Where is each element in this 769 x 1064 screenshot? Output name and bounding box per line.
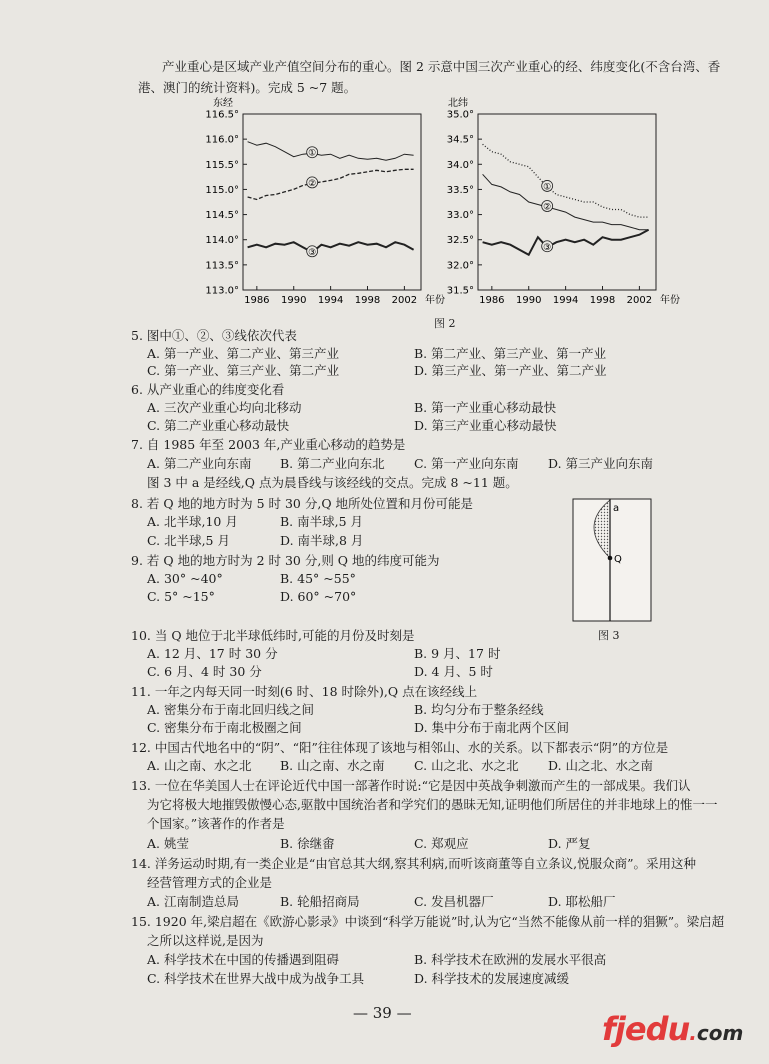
y-tick-label: 115.5°: [205, 159, 239, 171]
figure-3-diagram: [570, 496, 656, 626]
point-q-marker: [608, 556, 613, 561]
x-axis-label: 年份: [660, 295, 680, 306]
q11-option-c[interactable]: C. 密集分布于南北极圈之间: [147, 720, 302, 735]
q9-option-d[interactable]: D. 60° ~70°: [280, 589, 357, 604]
q5-option-b[interactable]: B. 第二产业、第三产业、第一产业: [414, 346, 607, 361]
q13-option-c[interactable]: C. 郑观应: [414, 836, 469, 851]
q9-option-b[interactable]: B. 45° ~55°: [280, 571, 356, 586]
q7-stem: 7. 自 1985 年至 2003 年,产业重心移动的趋势是: [131, 437, 406, 452]
figure-3-frame: [573, 499, 651, 621]
y-tick-label: 34.5°: [446, 134, 474, 146]
x-tick-label: 1998: [354, 295, 381, 306]
series-label-2: ②: [308, 178, 317, 189]
q8-option-c[interactable]: C. 北半球,5 月: [147, 533, 230, 548]
q14-option-a[interactable]: A. 江南制造总局: [147, 894, 239, 909]
q15-option-a[interactable]: A. 科学技术在中国的传播遇到阻碍: [147, 952, 339, 967]
intro-line-2: 港、澳门的统计资料)。完成 5 ~7 题。: [138, 80, 357, 95]
x-tick-label: 1990: [280, 295, 307, 306]
intro-paragraph: [138, 56, 758, 98]
q15-option-c[interactable]: C. 科学技术在世界大战中成为战争工具: [147, 971, 365, 986]
q13-stem-line-1: 13. 一位在华美国人士在评论近代中国一部著作时说:“它是因中英战争刺激而产生的一部成果。我们认: [131, 778, 691, 793]
y-tick-label: 114.5°: [205, 210, 239, 222]
q14-option-b[interactable]: B. 轮船招商局: [280, 894, 360, 909]
point-q-label: Q: [614, 554, 622, 565]
q5-option-c[interactable]: C. 第一产业、第三产业、第二产业: [147, 363, 340, 378]
series-line-3: [248, 242, 414, 252]
q5-option-a[interactable]: A. 第一产业、第二产业、第三产业: [147, 346, 339, 361]
q6-option-b[interactable]: B. 第一产业重心移动最快: [414, 400, 557, 415]
watermark-dot: .: [689, 1021, 697, 1045]
q10-option-b[interactable]: B. 9 月、17 时: [414, 646, 501, 661]
series-label-3: ③: [308, 247, 317, 258]
y-tick-label: 115.0°: [205, 184, 239, 196]
series-label-1: ①: [308, 148, 317, 159]
plot-frame: [478, 114, 656, 290]
series-label-2: ②: [543, 202, 552, 213]
q9-stem: 9. 若 Q 地的地方时为 2 时 30 分,则 Q 地的纬度可能为: [131, 553, 440, 568]
q13-option-b[interactable]: B. 徐继畬: [280, 836, 335, 851]
q13-stem-line-3: 个国家。”该著作的作者是: [147, 816, 285, 831]
q11-option-d[interactable]: D. 集中分布于南北两个区间: [414, 720, 570, 735]
q12-option-c[interactable]: C. 山之北、水之北: [414, 758, 519, 773]
q12-option-d[interactable]: D. 山之北、水之南: [548, 758, 654, 773]
y-tick-label: 33.0°: [446, 210, 474, 222]
series-label-1: ①: [543, 182, 552, 193]
q10-option-a[interactable]: A. 12 月、17 时 30 分: [147, 646, 278, 661]
x-tick-label: 1994: [317, 295, 344, 306]
q10-option-d[interactable]: D. 4 月、5 时: [414, 664, 493, 679]
q15-stem-line-2: 之所以这样说,是因为: [147, 933, 264, 948]
y-tick-label: 114.0°: [205, 235, 239, 247]
x-tick-label: 2002: [391, 295, 418, 306]
q6-stem: 6. 从产业重心的纬度变化看: [131, 382, 285, 397]
q7-option-a[interactable]: A. 第二产业向东南: [147, 456, 252, 471]
x-tick-label: 1998: [589, 295, 616, 306]
section-8-11-intro: 图 3 中 a 是经线,Q 点为晨昏线与该经线的交点。完成 8 ~11 题。: [147, 475, 518, 490]
x-axis-label: 年份: [425, 295, 445, 306]
series-label-3: ③: [543, 242, 552, 253]
watermark-brand: fjedu: [602, 1010, 690, 1048]
x-tick-label: 1990: [515, 295, 542, 306]
figure-2-caption: 图 2: [434, 317, 456, 330]
intro-line-1: 产业重心是区域产业产值空间分布的重心。图 2 示意中国三次产业重心的经、纬度变化(不含台湾、香: [162, 59, 721, 74]
q11-option-a[interactable]: A. 密集分布于南北回归线之间: [147, 702, 314, 717]
q5-stem: 5. 图中①、②、③线依次代表: [131, 328, 297, 343]
q9-option-c[interactable]: C. 5° ~15°: [147, 589, 215, 604]
q7-option-c[interactable]: C. 第一产业向东南: [414, 456, 519, 471]
q14-stem-line-1: 14. 洋务运动时期,有一类企业是“由官总其大纲,察其利病,而听该商董等自立条议,悦服众商”。采用这种: [131, 856, 697, 871]
series-line-2: [248, 169, 414, 199]
q12-option-a[interactable]: A. 山之南、水之北: [147, 758, 252, 773]
x-tick-label: 1986: [244, 295, 270, 306]
q14-stem-line-2: 经营管理方式的企业是: [147, 875, 273, 890]
q8-option-a[interactable]: A. 北半球,10 月: [147, 514, 238, 529]
x-tick-label: 1986: [479, 295, 505, 306]
y-tick-label: 32.0°: [446, 260, 474, 272]
q8-stem: 8. 若 Q 地的地方时为 5 时 30 分,Q 地所处位置和月份可能是: [131, 496, 474, 511]
q6-option-a[interactable]: A. 三次产业重心均向北移动: [147, 400, 302, 415]
q15-stem-line-1: 15. 1920 年,梁启超在《欧游心影录》中谈到“科学万能说”时,认为它“当然不能像从前一样的猖獗”。梁启超: [131, 914, 725, 929]
q6-option-d[interactable]: D. 第三产业重心移动最快: [414, 418, 557, 433]
figure-3-caption: 图 3: [598, 629, 620, 642]
y-tick-label: 113.0°: [205, 285, 239, 297]
watermark-tld: com: [696, 1021, 744, 1045]
q8-option-d[interactable]: D. 南半球,8 月: [280, 533, 364, 548]
q8-option-b[interactable]: B. 南半球,5 月: [280, 514, 364, 529]
y-tick-label: 35.0°: [446, 109, 474, 121]
latitude-chart: [440, 96, 680, 312]
q11-option-b[interactable]: B. 均匀分布于整条经线: [414, 702, 544, 717]
q12-option-b[interactable]: B. 山之南、水之南: [280, 758, 385, 773]
series-line-2: [483, 174, 649, 229]
site-watermark-logo: [602, 1010, 743, 1048]
q14-option-d[interactable]: D. 耶松船厂: [548, 894, 616, 909]
series-line-3: [483, 230, 649, 255]
q6-option-c[interactable]: C. 第二产业重心移动最快: [147, 418, 290, 433]
y-tick-label: 32.5°: [446, 235, 474, 247]
page-number: — 39 —: [353, 1004, 412, 1022]
x-tick-label: 1994: [552, 295, 579, 306]
y-tick-label: 31.5°: [446, 285, 474, 297]
q13-stem-line-2: 为它将极大地摧毁傲慢心态,驱散中国统治者和学究们的愚昧无知,证明他们所居住的并非地球上的惟一一: [147, 797, 718, 812]
q12-stem: 12. 中国古代地名中的“阴”、“阳”往往体现了该地与相邻山、水的关系。以下都表示“阴”的方位是: [131, 740, 669, 755]
longitude-chart: [205, 96, 445, 312]
q7-option-b[interactable]: B. 第二产业向东北: [280, 456, 385, 471]
plot-frame: [243, 114, 421, 290]
q5-option-d[interactable]: D. 第三产业、第一产业、第二产业: [414, 363, 607, 378]
q9-option-a[interactable]: A. 30° ~40°: [147, 571, 223, 586]
y-tick-label: 113.5°: [205, 260, 239, 272]
y-tick-label: 116.0°: [205, 134, 239, 146]
series-line-1: [483, 144, 649, 217]
y-tick-label: 116.5°: [205, 109, 239, 121]
q10-stem: 10. 当 Q 地位于北半球低纬时,可能的月份及时刻是: [131, 628, 415, 643]
q11-stem: 11. 一年之内每天同一时刻(6 时、18 时除外),Q 点在该经线上: [131, 684, 478, 699]
axis-title-0: 东经: [213, 98, 233, 109]
x-tick-label: 2002: [626, 295, 653, 306]
q15-option-b[interactable]: B. 科学技术在欧洲的发展水平很高: [414, 952, 607, 967]
q13-option-a[interactable]: A. 姚莹: [147, 836, 189, 851]
meridian-a-label: a: [613, 503, 620, 514]
series-line-1: [248, 142, 414, 161]
q15-option-d[interactable]: D. 科学技术的发展速度减缓: [414, 971, 570, 986]
q13-option-d[interactable]: D. 严复: [548, 836, 591, 851]
q14-option-c[interactable]: C. 发昌机器厂: [414, 894, 494, 909]
q10-option-c[interactable]: C. 6 月、4 时 30 分: [147, 664, 262, 679]
y-tick-label: 34.0°: [446, 159, 474, 171]
axis-title-1: 北纬: [448, 98, 468, 109]
q7-option-d[interactable]: D. 第三产业向东南: [548, 456, 654, 471]
y-tick-label: 33.5°: [446, 184, 474, 196]
